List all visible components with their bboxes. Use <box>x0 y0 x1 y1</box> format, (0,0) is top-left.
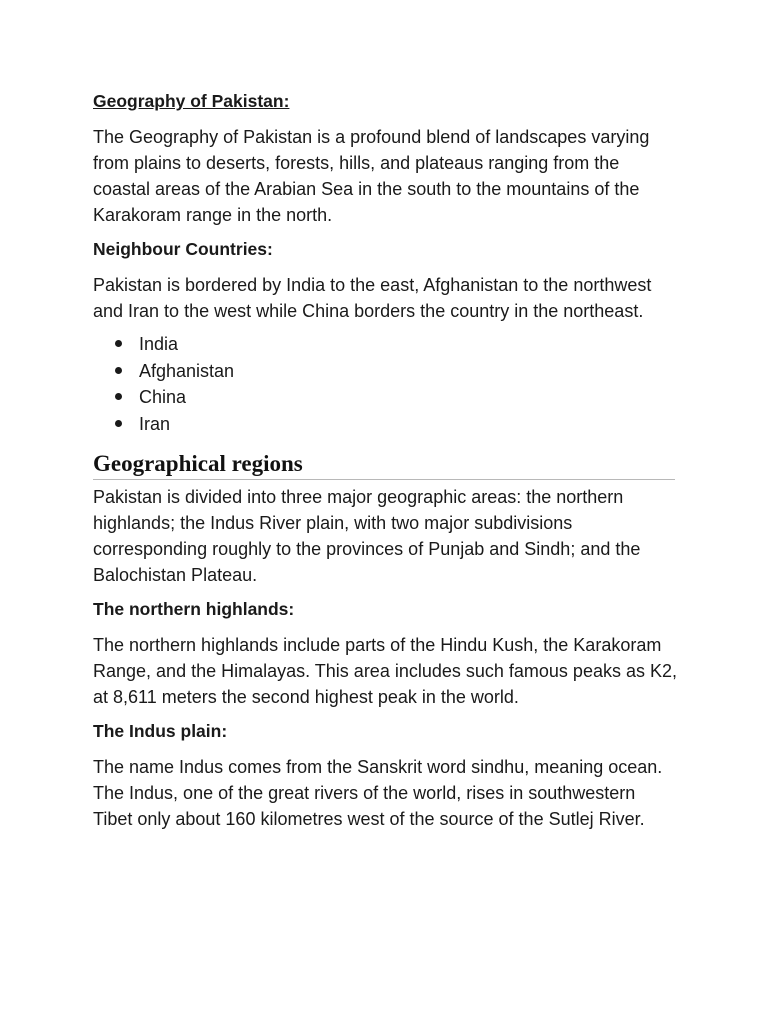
list-item-label: Afghanistan <box>139 360 235 381</box>
document-title: Geography of Pakistan: <box>93 91 290 111</box>
bullet-icon <box>115 420 122 427</box>
bullet-icon <box>115 393 122 400</box>
list-item <box>115 331 678 358</box>
list-item-label: India <box>139 334 179 354</box>
indus-heading: The Indus plain: <box>93 721 228 741</box>
list-item-label: Iran <box>139 413 171 434</box>
intro-paragraph: The Geography of Pakistan is a profound blend of landscapes varying from plains to deserts, forests, hills, and plateaus ranging from the coastal areas of the Arabian Sea in the south to the mountains of the Karakoram range in the north. <box>93 127 650 225</box>
document-page <box>93 88 678 832</box>
list-item <box>115 358 678 385</box>
bullet-icon <box>115 367 122 374</box>
highlands-paragraph: The northern highlands include parts of the Hindu Kush, the Karakoram Range, and the Himalayas. This area includes such famous peaks as K2, at 8,611 meters the second highest peak in the world. <box>93 635 677 707</box>
bullet-icon <box>115 340 122 347</box>
list-item <box>115 384 678 411</box>
regions-paragraph: Pakistan is divided into three major geographic areas: the northern highlands; the Indus River plain, with two major subdivisions corresponding roughly to the provinces of Punjab and Sindh; and the Balochistan Plateau. <box>93 487 641 585</box>
neighbours-list <box>93 331 678 437</box>
section-title: Geographical regions <box>93 451 303 476</box>
neighbours-heading: Neighbour Countries: <box>93 239 273 259</box>
list-item <box>115 411 678 438</box>
indus-paragraph: The name Indus comes from the Sanskrit word sindhu, meaning ocean. The Indus, one of the great rivers of the world, rises in southwestern Tibet only about 160 kilometres west of the source of the Sutlej River. <box>93 757 663 829</box>
neighbours-paragraph: Pakistan is bordered by India to the east, Afghanistan to the northwest and Iran to the west while China borders the country in the northeast. <box>93 275 652 321</box>
highlands-heading: The northern highlands: <box>93 599 295 619</box>
list-item-label: China <box>139 387 187 407</box>
section-divider <box>93 479 675 480</box>
